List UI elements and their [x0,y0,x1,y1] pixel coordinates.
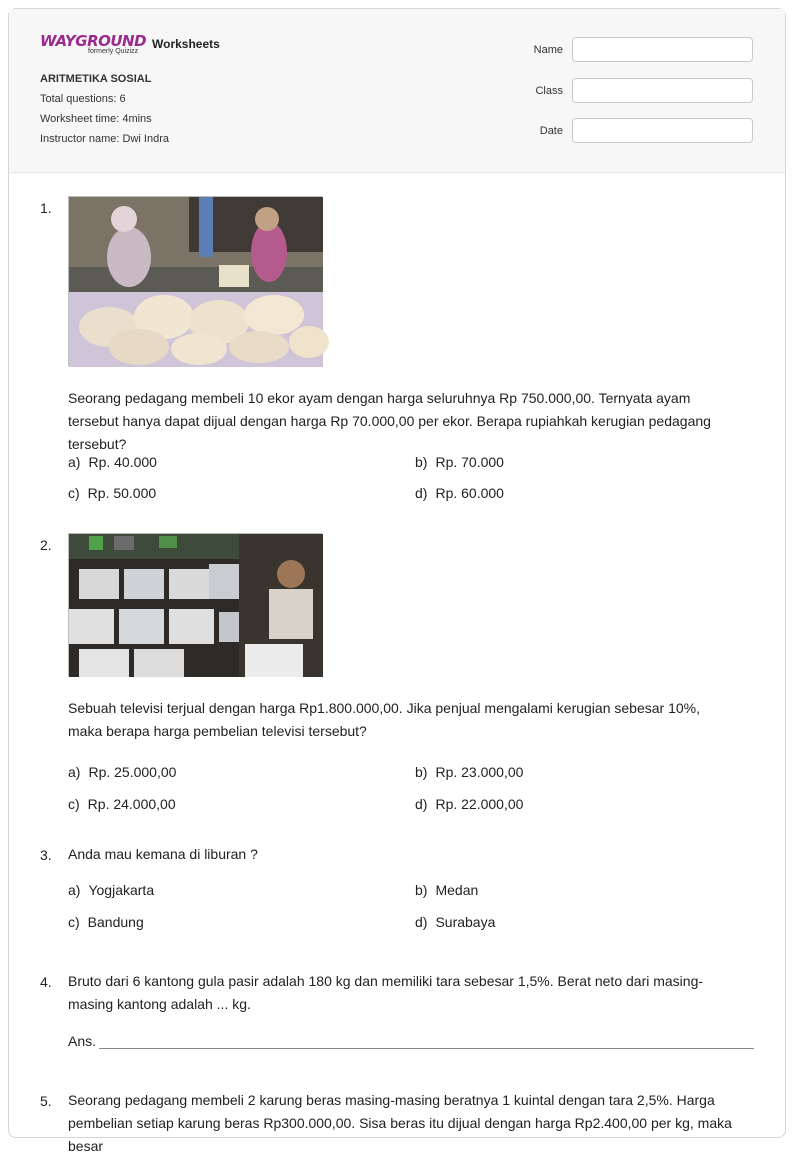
date-label: Date [539,124,563,137]
option-a[interactable] [68,454,157,470]
option-b[interactable] [415,454,504,470]
option-b[interactable] [415,882,478,898]
option-text: Rp. 50.000 [87,485,157,501]
option-letter: c) [68,485,80,501]
question-text: Bruto dari 6 kantong gula pasir adalah 180 kg dan memiliki tara sebesar 1,5%. Berat neto dari masing-masing kantong adalah ... kg. [68,973,704,1012]
option-text: Rp. 24.000,00 [87,796,176,812]
option-a[interactable] [68,882,154,898]
option-c[interactable] [68,914,144,930]
option-text: Rp. 22.000,00 [435,796,524,812]
logo-wordmark: WAYGROUND [40,32,147,50]
question-image [68,533,322,676]
option-b[interactable] [415,764,523,780]
option-c[interactable] [68,796,176,812]
option-d[interactable] [415,796,523,812]
option-letter: d) [415,485,428,501]
worksheet-meta [40,73,169,153]
answer-line[interactable] [99,1048,754,1049]
option-letter: a) [68,764,81,780]
question-number: 4. [40,974,52,990]
date-field-row [540,118,753,143]
option-text: Rp. 70.000 [435,454,504,470]
option-letter: b) [415,454,428,470]
question-text: Seorang pedagang membeli 2 karung beras masing-masing beratnya 1 kuintal dengan tara 2,5%. Harga pembelian setiap karung beras Rp300.000,00. Sisa beras itu dijual dengan harga Rp2.400,00 per kg, maka besar [68,1092,732,1154]
option-letter: d) [415,914,428,930]
option-letter: c) [68,796,80,812]
question-text: Sebuah televisi terjual dengan harga Rp1.800.000,00. Jika penjual mengalami kerugian sebesar 10%, maka berapa harga pembelian televisi tersebut? [68,700,700,739]
question-number: 5. [40,1093,52,1109]
name-field-row [534,37,753,62]
question-number: 3. [40,847,52,863]
instructor-name: Instructor name: Dwi Indra [40,133,169,145]
option-text: Rp. 60.000 [435,485,504,501]
question-2 [40,537,755,817]
option-a[interactable] [68,764,176,780]
worksheet-page [8,8,786,1154]
option-d[interactable] [415,485,504,501]
question-5 [40,1093,755,1153]
option-text: Bandung [87,914,144,930]
date-field[interactable] [572,118,753,143]
total-questions: Total questions: 6 [40,93,126,105]
class-field[interactable] [572,78,753,103]
option-letter: b) [415,882,428,898]
name-label: Name [533,43,563,56]
option-letter: b) [415,764,428,780]
option-d[interactable] [415,914,495,930]
question-number: 1. [40,200,52,216]
question-number: 2. [40,537,52,553]
question-4 [40,974,755,1064]
question-text: Anda mau kemana di liburan ? [68,846,258,862]
option-text: Rp. 23.000,00 [435,764,524,780]
worksheet-header [9,9,785,173]
answer-label: Ans. [68,1033,97,1049]
question-image [68,196,322,366]
brand-title: Worksheets [152,37,220,51]
option-letter: a) [68,454,81,470]
logo-subtitle: formerly Quizizz [88,48,139,55]
class-label: Class [535,84,563,97]
option-c[interactable] [68,485,156,501]
worksheet-title: ARITMETIKA SOSIAL [40,73,152,85]
worksheet-time: Worksheet time: 4mins [40,113,152,125]
question-1 [40,200,755,510]
option-text: Medan [435,882,479,898]
option-text: Surabaya [435,914,496,930]
option-text: Yogjakarta [88,882,155,898]
option-letter: a) [68,882,81,898]
class-field-row [535,78,753,103]
option-letter: d) [415,796,428,812]
option-text: Rp. 40.000 [88,454,157,470]
option-text: Rp. 25.000,00 [88,764,177,780]
question-3 [40,847,755,947]
option-letter: c) [68,914,80,930]
name-field[interactable] [572,37,753,62]
question-text: Seorang pedagang membeli 10 ekor ayam dengan harga seluruhnya Rp 750.000,00. Ternyata ayam tersebut hanya dapat dijual dengan harga Rp 70.000,00 per ekor. Berapa rupiahkah kerugian pedagang tersebut? [68,390,711,452]
